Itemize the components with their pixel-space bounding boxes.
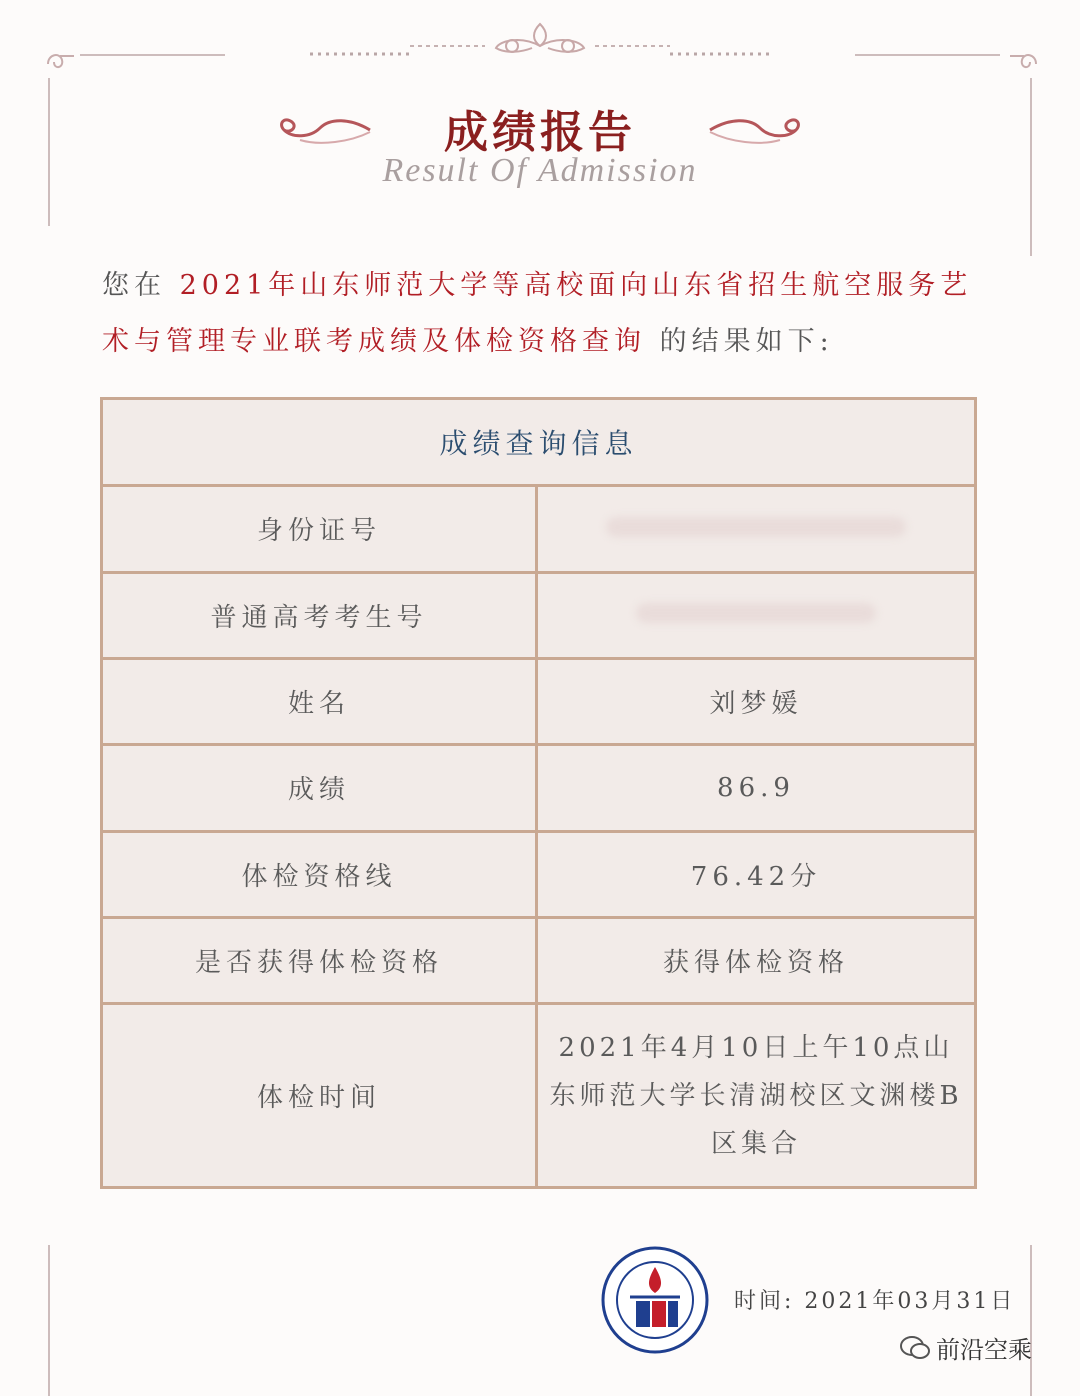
table-row [102,917,976,1003]
frame-bottom-right-line [1030,1245,1032,1396]
redacted-exam-number [636,603,876,623]
table-row [102,486,976,572]
table-heading: 成绩查询信息 [102,399,976,486]
row-label-name: 姓名 [102,658,537,744]
table-row [102,572,976,658]
issue-date: 时间: 2021年03月31日 [734,1289,1016,1314]
intro-paragraph [102,258,982,370]
row-value-qualified: 获得体检资格 [537,917,976,1003]
row-value-exam-time: 2021年4月10日上午10点山东师范大学长清湖校区文渊楼B区集合 [537,1004,976,1188]
table-heading-row [102,399,976,486]
table-row [102,1004,976,1188]
page-subtitle: Result Of Admission [382,152,698,189]
watermark [900,1330,1032,1365]
intro-suffix: 的结果如下: [646,326,834,357]
row-value-name: 刘梦媛 [537,658,976,744]
result-table [100,397,977,1189]
table-row [102,745,976,831]
frame-top-left-line [80,54,225,56]
row-value-threshold: 76.42分 [537,831,976,917]
row-value-score: 86.9 [537,745,976,831]
row-label-threshold: 体检资格线 [102,831,537,917]
intro-highlight: 2021年山东师范大学等高校面向山东省招生航空服务艺术与管理专业联考成绩及体检资格查询 [102,270,973,357]
table-row [102,831,976,917]
university-seal-icon [600,1245,710,1355]
top-center-ornament-icon [300,18,780,68]
row-label-exam-number: 普通高考考生号 [102,572,537,658]
frame-top-right-line [855,54,1000,56]
wechat-icon [900,1335,930,1361]
redacted-id-number [606,517,906,537]
table-row [102,658,976,744]
row-label-id-number: 身份证号 [102,486,537,572]
row-label-exam-time: 体检时间 [102,1004,537,1188]
page-title: 成绩报告 [444,107,636,158]
corner-flourish-top-left-icon [40,44,80,84]
row-value-id-number [537,486,976,572]
row-value-exam-number [537,572,976,658]
row-label-score: 成绩 [102,745,537,831]
watermark-text: 前沿空乘 [936,1336,1032,1364]
corner-flourish-top-right-icon [1004,44,1044,84]
frame-bottom-left-line [48,1245,50,1396]
intro-prefix: 您在 [102,270,180,301]
row-label-qualified: 是否获得体检资格 [102,917,537,1003]
